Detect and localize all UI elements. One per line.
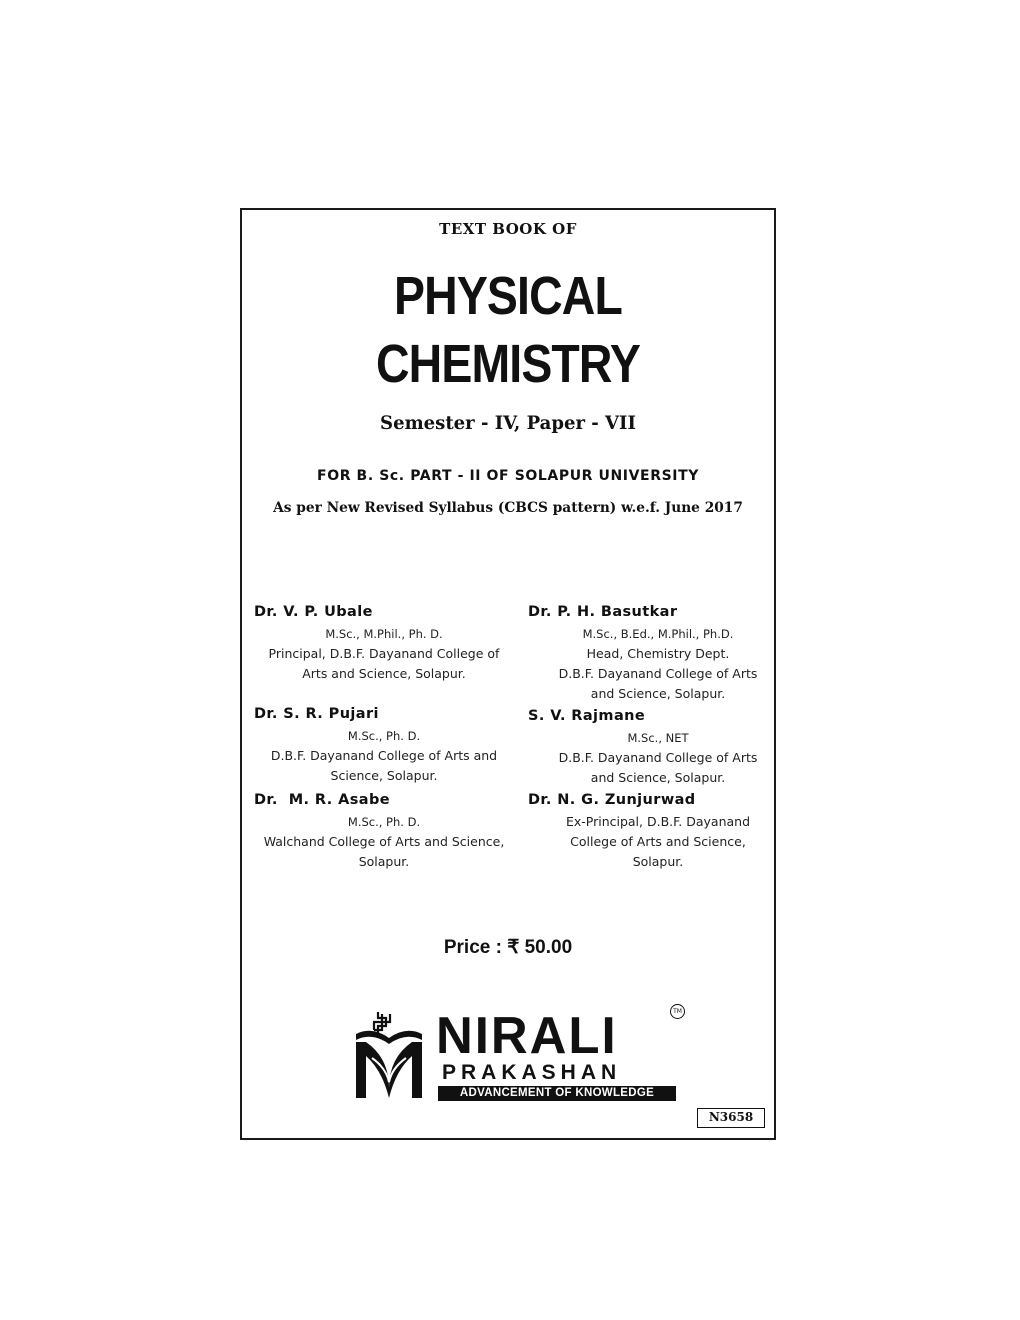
book-code: N3658 [697, 1108, 765, 1128]
author-name: Dr. V. P. Ubale [254, 604, 373, 620]
author-zunjurwad [528, 792, 788, 872]
author-quals: M.Sc., Ph. D. [347, 815, 421, 829]
author-affiliation: College of Arts and Science, [570, 834, 746, 849]
author-affiliation: D.B.F. Dayanand College of Arts [558, 750, 758, 765]
author-pujari [254, 706, 514, 786]
nirali-m-logo-icon [352, 1008, 430, 1100]
publisher-logo [352, 1000, 692, 1110]
author-rajmane [528, 708, 788, 788]
author-asabe [254, 792, 514, 872]
author-name: Dr. M. R. Asabe [254, 792, 390, 808]
author-affiliation: Principal, D.B.F. Dayanand College of [268, 646, 500, 661]
author-affiliation: Walchand College of Arts and Science, [263, 834, 505, 849]
price: Price : ₹ 50.00 [443, 937, 573, 958]
author-quals: M.Sc., M.Phil., Ph. D. [325, 627, 443, 641]
author-name: Dr. N. G. Zunjurwad [528, 792, 696, 808]
publisher-subtitle: PRAKASHAN [442, 1061, 622, 1084]
author-ubale [254, 604, 514, 684]
syllabus-line: As per New Revised Syllabus (CBCS pattern) w.e.f. June 2017 [273, 500, 743, 516]
semester-paper: Semester - IV, Paper - VII [380, 412, 636, 434]
author-name: S. V. Rajmane [528, 708, 646, 724]
title-line-1: PHYSICAL [394, 266, 622, 326]
publisher-name: NIRALI [436, 1007, 618, 1065]
author-quals: M.Sc., NET [627, 731, 689, 745]
author-quals: M.Sc., B.Ed., M.Phil., Ph.D. [582, 627, 734, 641]
author-affiliation: Solapur. [358, 854, 410, 869]
author-name: Dr. P. H. Basutkar [528, 604, 678, 620]
author-affiliation: Ex-Principal, D.B.F. Dayanand [565, 814, 751, 829]
author-affiliation: and Science, Solapur. [590, 686, 726, 701]
author-affiliation: Arts and Science, Solapur. [302, 666, 466, 681]
author-quals: M.Sc., Ph. D. [347, 729, 421, 743]
author-affiliation: D.B.F. Dayanand College of Arts [558, 666, 758, 681]
author-basutkar [528, 604, 788, 704]
author-affiliation: Head, Chemistry Dept. [586, 646, 730, 661]
author-affiliation: Solapur. [632, 854, 684, 869]
trademark-icon: TM [670, 1004, 685, 1019]
cover-frame [240, 208, 776, 1140]
textbook-of-label: TEXT BOOK OF [439, 220, 577, 238]
author-affiliation: Science, Solapur. [330, 768, 438, 783]
university-line: FOR B. Sc. PART - II OF SOLAPUR UNIVERSITY [317, 468, 699, 484]
author-name: Dr. S. R. Pujari [254, 706, 379, 722]
author-affiliation: D.B.F. Dayanand College of Arts and [270, 748, 498, 763]
author-affiliation: and Science, Solapur. [590, 770, 726, 785]
title-line-2: CHEMISTRY [375, 334, 641, 394]
publisher-tagline: ADVANCEMENT OF KNOWLEDGE [438, 1086, 676, 1101]
